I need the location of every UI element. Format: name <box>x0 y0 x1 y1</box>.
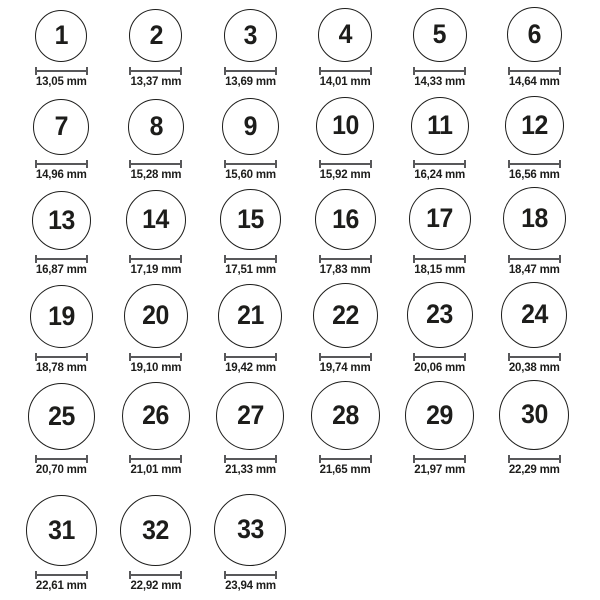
ring-circle <box>28 383 95 450</box>
diameter-label: 17,83 mm <box>319 263 371 276</box>
diameter-dimension <box>129 571 182 579</box>
diameter-label: 21,33 mm <box>225 463 276 476</box>
dimension-tick-right-icon <box>370 255 372 263</box>
diameter-label: 19,42 mm <box>225 361 276 374</box>
chart-row <box>14 481 600 597</box>
ring-size-number: 2 <box>149 19 163 50</box>
ring-size-item <box>203 9 298 93</box>
dimension-line <box>131 163 180 165</box>
dimension-line <box>226 356 275 358</box>
diameter-label: 18,47 mm <box>508 263 560 276</box>
ring-size-item <box>203 189 298 281</box>
ring-size-item <box>392 282 487 379</box>
ring-size-number: 7 <box>54 111 68 142</box>
diameter-label: 17,51 mm <box>225 263 276 276</box>
diameter-dimension <box>508 455 561 463</box>
ring-size-number: 17 <box>426 203 454 234</box>
dimension-tick-right-icon <box>464 255 466 263</box>
dimension-line <box>131 574 180 576</box>
dimension-line <box>321 258 370 260</box>
dimension-tick-right-icon <box>275 160 277 168</box>
ring-circle <box>124 284 188 348</box>
ring-size-item <box>109 9 204 93</box>
ring-size-number: 12 <box>520 109 548 140</box>
diameter-dimension <box>319 160 372 168</box>
chart-row <box>14 281 600 379</box>
ring-size-number: 33 <box>237 514 264 545</box>
ring-size-number: 24 <box>520 299 548 330</box>
dimension-line <box>226 574 275 576</box>
ring-size-item <box>14 99 109 186</box>
ring-size-number: 9 <box>243 110 258 141</box>
diameter-label: 20,38 mm <box>508 361 560 374</box>
ring-size-item <box>14 10 109 93</box>
dimension-line <box>37 356 86 358</box>
ring-circle <box>407 282 473 348</box>
diameter-label: 16,87 mm <box>35 263 87 276</box>
diameter-dimension <box>413 255 466 263</box>
dimension-line <box>131 458 180 460</box>
ring-circle <box>505 96 564 155</box>
ring-size-number: 13 <box>47 204 75 235</box>
ring-size-number: 18 <box>520 202 548 233</box>
ring-size-number: 32 <box>142 514 170 545</box>
ring-size-item <box>392 381 487 481</box>
diameter-dimension <box>129 353 182 361</box>
dimension-tick-right-icon <box>86 571 88 579</box>
ring-size-number: 26 <box>142 400 170 431</box>
ring-size-number: 8 <box>149 111 163 142</box>
diameter-dimension <box>224 160 277 168</box>
diameter-label: 13,05 mm <box>35 75 87 88</box>
dimension-line <box>37 163 86 165</box>
dimension-line <box>415 258 464 260</box>
diameter-dimension <box>508 353 561 361</box>
ring-size-number: 19 <box>47 300 75 331</box>
diameter-label: 21,65 mm <box>319 463 371 476</box>
ring-circle <box>313 283 378 348</box>
ring-size-item <box>203 494 298 597</box>
dimension-tick-right-icon <box>180 571 182 579</box>
diameter-label: 23,94 mm <box>225 579 276 592</box>
diameter-label: 22,92 mm <box>130 579 182 592</box>
ring-size-item <box>392 8 487 93</box>
dimension-line <box>510 163 559 165</box>
diameter-dimension <box>129 255 182 263</box>
ring-size-item <box>109 495 204 597</box>
ring-size-item <box>298 8 393 93</box>
dimension-tick-right-icon <box>86 67 88 75</box>
diameter-label: 16,24 mm <box>414 168 466 181</box>
dimension-tick-right-icon <box>370 67 372 75</box>
ring-circle <box>503 187 566 250</box>
ring-size-number: 16 <box>331 203 359 234</box>
ring-circle <box>315 189 376 250</box>
diameter-label: 14,01 mm <box>319 75 371 88</box>
diameter-label: 19,10 mm <box>130 361 182 374</box>
ring-circle <box>35 10 87 62</box>
ring-circle <box>499 380 569 450</box>
ring-size-item <box>203 382 298 481</box>
dimension-line <box>226 258 275 260</box>
diameter-dimension <box>413 353 466 361</box>
diameter-dimension <box>129 455 182 463</box>
diameter-label: 20,70 mm <box>35 463 87 476</box>
dimension-tick-right-icon <box>180 160 182 168</box>
ring-size-item <box>14 495 109 597</box>
diameter-label: 20,06 mm <box>414 361 466 374</box>
ring-size-item <box>109 382 204 481</box>
diameter-dimension <box>508 160 561 168</box>
ring-size-item <box>109 99 204 186</box>
ring-size-item <box>487 96 582 186</box>
ring-circle <box>214 494 286 566</box>
ring-size-item <box>14 191 109 281</box>
diameter-label: 18,15 mm <box>414 263 466 276</box>
ring-size-item <box>203 284 298 379</box>
dimension-line <box>321 356 370 358</box>
dimension-tick-right-icon <box>180 67 182 75</box>
ring-size-item <box>109 284 204 379</box>
diameter-label: 22,29 mm <box>508 463 560 476</box>
ring-circle <box>501 282 567 348</box>
ring-circle <box>33 99 89 155</box>
dimension-tick-right-icon <box>559 67 561 75</box>
ring-circle <box>32 191 91 250</box>
ring-size-number: 5 <box>432 19 447 50</box>
ring-size-item <box>298 381 393 481</box>
diameter-dimension <box>224 455 277 463</box>
ring-size-item <box>487 187 582 281</box>
dimension-tick-right-icon <box>464 455 466 463</box>
ring-size-item <box>487 7 582 93</box>
ring-circle <box>220 189 281 250</box>
diameter-dimension <box>35 455 88 463</box>
ring-size-number: 22 <box>331 299 359 330</box>
ring-circle <box>128 99 184 155</box>
dimension-line <box>321 458 370 460</box>
ring-size-number: 27 <box>237 400 264 431</box>
diameter-dimension <box>35 67 88 75</box>
ring-size-number: 29 <box>426 399 454 430</box>
diameter-label: 19,74 mm <box>319 361 371 374</box>
ring-size-item <box>298 283 393 379</box>
ring-circle <box>30 285 93 348</box>
dimension-line <box>37 70 86 72</box>
diameter-label: 15,92 mm <box>319 168 371 181</box>
ring-circle <box>122 382 190 450</box>
dimension-tick-right-icon <box>559 455 561 463</box>
dimension-tick-right-icon <box>275 353 277 361</box>
dimension-line <box>131 258 180 260</box>
dimension-line <box>226 458 275 460</box>
diameter-dimension <box>35 571 88 579</box>
ring-circle <box>26 495 97 566</box>
dimension-tick-right-icon <box>464 67 466 75</box>
diameter-dimension <box>319 353 372 361</box>
ring-circle <box>318 8 372 62</box>
dimension-tick-right-icon <box>86 353 88 361</box>
dimension-line <box>131 356 180 358</box>
ring-circle <box>129 9 182 62</box>
diameter-label: 14,64 mm <box>508 75 560 88</box>
ring-circle <box>216 382 284 450</box>
dimension-line <box>226 163 275 165</box>
dimension-line <box>510 458 559 460</box>
ring-size-item <box>298 189 393 281</box>
dimension-tick-right-icon <box>559 353 561 361</box>
ring-circle <box>311 381 380 450</box>
ring-circle <box>218 284 282 348</box>
dimension-line <box>415 458 464 460</box>
diameter-dimension <box>224 353 277 361</box>
ring-size-item <box>392 97 487 186</box>
dimension-tick-right-icon <box>86 160 88 168</box>
diameter-label: 16,56 mm <box>508 168 560 181</box>
chart-row <box>14 2 600 93</box>
dimension-line <box>415 163 464 165</box>
diameter-dimension <box>35 160 88 168</box>
dimension-line <box>415 70 464 72</box>
ring-size-item <box>392 188 487 281</box>
diameter-dimension <box>508 67 561 75</box>
ring-size-item <box>487 380 582 481</box>
ring-size-number: 3 <box>243 19 258 50</box>
chart-row <box>14 379 600 481</box>
dimension-line <box>510 258 559 260</box>
diameter-dimension <box>413 67 466 75</box>
ring-size-number: 31 <box>47 514 75 545</box>
ring-circle <box>507 7 562 62</box>
diameter-label: 21,01 mm <box>130 463 182 476</box>
ring-size-number: 28 <box>331 399 359 430</box>
dimension-tick-right-icon <box>464 353 466 361</box>
dimension-tick-right-icon <box>370 353 372 361</box>
dimension-tick-right-icon <box>559 255 561 263</box>
dimension-tick-right-icon <box>370 455 372 463</box>
ring-circle <box>409 188 471 250</box>
diameter-dimension <box>413 160 466 168</box>
dimension-tick-right-icon <box>180 255 182 263</box>
ring-size-item <box>298 97 393 186</box>
diameter-label: 22,61 mm <box>35 579 87 592</box>
ring-size-number: 10 <box>331 110 359 141</box>
ring-circle <box>126 190 186 250</box>
ring-size-number: 11 <box>426 110 453 141</box>
diameter-dimension <box>224 255 277 263</box>
ring-size-item <box>487 282 582 379</box>
ring-size-number: 23 <box>426 299 454 330</box>
ring-size-number: 15 <box>237 203 264 234</box>
ring-circle <box>405 381 474 450</box>
chart-row <box>14 93 600 186</box>
dimension-tick-right-icon <box>86 255 88 263</box>
ring-size-item <box>14 285 109 379</box>
diameter-label: 18,78 mm <box>35 361 87 374</box>
dimension-line <box>131 70 180 72</box>
ring-circle <box>411 97 469 155</box>
diameter-label: 21,97 mm <box>414 463 466 476</box>
dimension-tick-right-icon <box>180 455 182 463</box>
ring-size-item <box>14 383 109 481</box>
dimension-line <box>37 258 86 260</box>
diameter-dimension <box>319 455 372 463</box>
dimension-tick-right-icon <box>275 455 277 463</box>
dimension-tick-right-icon <box>275 67 277 75</box>
ring-circle <box>224 9 277 62</box>
dimension-line <box>37 574 86 576</box>
chart-row <box>14 186 600 281</box>
diameter-label: 13,37 mm <box>130 75 182 88</box>
ring-size-number: 6 <box>527 18 541 49</box>
dimension-tick-right-icon <box>464 160 466 168</box>
ring-size-number: 25 <box>47 400 75 431</box>
ring-size-item <box>203 98 298 186</box>
dimension-line <box>415 356 464 358</box>
ring-size-number: 21 <box>237 300 264 331</box>
ring-size-number: 4 <box>338 19 352 50</box>
ring-circle <box>120 495 191 566</box>
ring-size-number: 20 <box>142 300 170 331</box>
diameter-label: 14,96 mm <box>35 168 87 181</box>
ring-size-number: 1 <box>54 20 68 51</box>
diameter-dimension <box>224 67 277 75</box>
diameter-label: 15,60 mm <box>225 168 276 181</box>
ring-size-number: 30 <box>520 399 548 430</box>
dimension-tick-right-icon <box>180 353 182 361</box>
dimension-line <box>510 70 559 72</box>
ring-circle <box>222 98 279 155</box>
diameter-label: 17,19 mm <box>130 263 182 276</box>
diameter-dimension <box>319 67 372 75</box>
dimension-line <box>510 356 559 358</box>
diameter-label: 13,69 mm <box>225 75 276 88</box>
dimension-line <box>226 70 275 72</box>
ring-size-item <box>109 190 204 281</box>
diameter-dimension <box>129 160 182 168</box>
dimension-tick-right-icon <box>559 160 561 168</box>
diameter-dimension <box>413 455 466 463</box>
dimension-tick-right-icon <box>275 255 277 263</box>
ring-circle <box>316 97 374 155</box>
diameter-label: 15,28 mm <box>130 168 182 181</box>
ring-circle <box>413 8 467 62</box>
dimension-tick-right-icon <box>86 455 88 463</box>
ring-size-number: 14 <box>142 204 170 235</box>
diameter-dimension <box>508 255 561 263</box>
diameter-dimension <box>129 67 182 75</box>
dimension-tick-right-icon <box>370 160 372 168</box>
diameter-dimension <box>224 571 277 579</box>
dimension-line <box>321 163 370 165</box>
diameter-dimension <box>35 255 88 263</box>
diameter-dimension <box>319 255 372 263</box>
dimension-line <box>37 458 86 460</box>
diameter-dimension <box>35 353 88 361</box>
diameter-label: 14,33 mm <box>414 75 466 88</box>
dimension-tick-right-icon <box>275 571 277 579</box>
dimension-line <box>321 70 370 72</box>
